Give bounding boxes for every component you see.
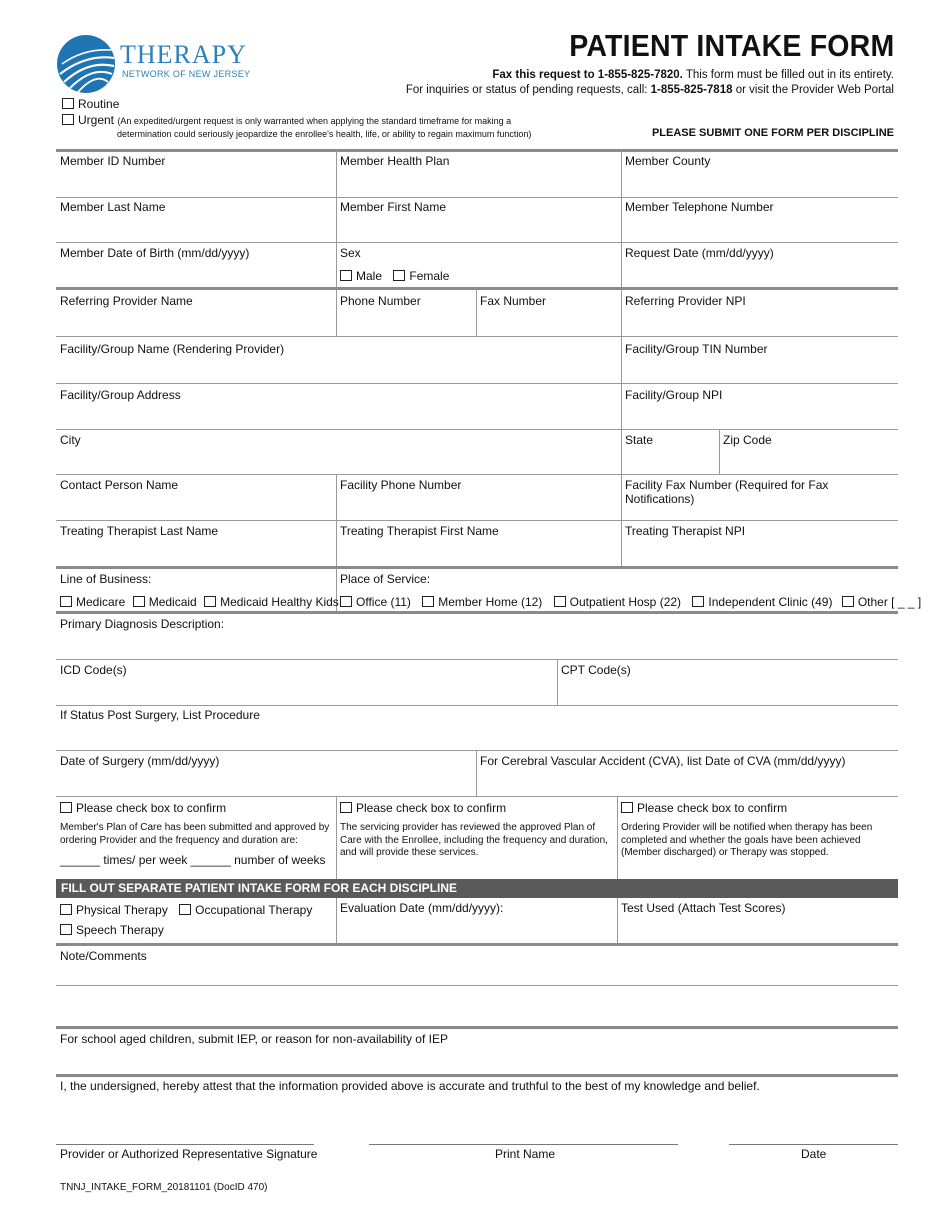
facility-tin-field[interactable] (621, 339, 898, 383)
state-label: State (625, 433, 654, 447)
phone-label: Phone Number (340, 294, 421, 308)
contact-label: Contact Person Name (60, 478, 179, 492)
facility-phone-field[interactable] (336, 475, 621, 520)
surgery-date-field[interactable] (56, 751, 476, 796)
confirm-1-label: Please check box to confirm (76, 801, 227, 815)
rule (56, 1074, 898, 1077)
fax-label: Fax Number (480, 294, 547, 308)
county-field[interactable] (621, 151, 898, 197)
member-home-label: Member Home (12) (438, 595, 543, 609)
dob-field[interactable] (56, 243, 336, 287)
globe-logo-icon (56, 34, 116, 94)
routine-label: Routine (78, 97, 120, 111)
confirm-1-text: Member's Plan of Care has been submitted and approved by ordering Provider and the frequency and duration are: (60, 822, 330, 846)
facility-name-label: Facility/Group Name (Rendering Provider) (60, 342, 285, 356)
phone-field[interactable] (336, 291, 476, 336)
date-label: Date (801, 1147, 827, 1161)
lob-label: Line of Business: (60, 572, 152, 586)
speech-therapy-checkbox[interactable] (60, 924, 72, 935)
confirm-3-text: Ordering Provider will be notified when therapy has been completed and whether the goals have been achieved (Member discharged) or Therapy was stopped. (621, 822, 873, 858)
therapist-last-field[interactable] (56, 521, 336, 566)
fax-field[interactable] (476, 291, 621, 336)
occupational-therapy-label: Occupational Therapy (195, 903, 313, 917)
icd-field[interactable] (56, 660, 557, 705)
confirm-plan-of-care (56, 798, 336, 879)
facility-name-field[interactable] (56, 339, 621, 383)
facility-tin-label: Facility/Group TIN Number (625, 342, 768, 356)
ref-npi-field[interactable] (621, 291, 898, 336)
ref-npi-label: Referring Provider NPI (625, 294, 746, 308)
discipline-band: FILL OUT SEPARATE PATIENT INTAKE FORM FOR EACH DISCIPLINE (56, 879, 898, 898)
confirm-2-checkbox[interactable] (340, 802, 352, 813)
facility-address-field[interactable] (56, 385, 621, 429)
medicare-label: Medicare (76, 595, 126, 609)
fax-instructions (492, 69, 894, 81)
signature-label: Provider or Authorized Representative Signature (60, 1147, 318, 1161)
facility-npi-label: Facility/Group NPI (625, 388, 723, 402)
rule (56, 336, 898, 337)
physical-therapy-label: Physical Therapy (76, 903, 168, 917)
surgery-date-label: Date of Surgery (mm/dd/yyyy) (60, 754, 220, 768)
member-id-field[interactable] (56, 151, 336, 197)
outpatient-label: Outpatient Hosp (22) (569, 595, 682, 609)
confirm-2-label: Please check box to confirm (356, 801, 507, 815)
contact-field[interactable] (56, 475, 336, 520)
dob-label: Member Date of Birth (mm/dd/yyyy) (60, 246, 250, 260)
logo-sub-text: NETWORK OF NEW JERSEY (122, 69, 251, 79)
speech-therapy-label: Speech Therapy (76, 923, 164, 937)
fax-rest-text: This form must be filled out in its entirety. (682, 69, 894, 81)
footer-doc-id: TNNJ_INTAKE_FORM_20181101 (DocID 470) (60, 1182, 268, 1193)
state-field[interactable] (621, 430, 719, 474)
therapist-npi-label: Treating Therapist NPI (625, 524, 746, 538)
sex-field (336, 243, 621, 287)
cpt-label: CPT Code(s) (561, 663, 631, 677)
outpatient-checkbox[interactable] (554, 596, 566, 607)
office-checkbox[interactable] (340, 596, 352, 607)
health-plan-label: Member Health Plan (340, 154, 450, 168)
signature-line[interactable] (56, 1144, 314, 1145)
last-name-field[interactable] (56, 197, 336, 242)
confirm-notification (617, 798, 898, 879)
medicaid-healthy-kids-checkbox[interactable] (204, 596, 216, 607)
member-id-label: Member ID Number (60, 154, 166, 168)
fax-number-text: Fax this request to 1-855-825-7820. (492, 69, 683, 81)
medicaid-checkbox[interactable] (133, 596, 145, 607)
sex-label: Sex (340, 246, 361, 260)
surgery-procedure-label: If Status Post Surgery, List Procedure (60, 708, 260, 722)
last-name-label: Member Last Name (60, 200, 166, 214)
therapist-first-field[interactable] (336, 521, 621, 566)
attestation-text: I, the undersigned, hereby attest that the information provided above is accurate and truthful to the best of my knowledge and belief. (60, 1079, 760, 1093)
confirm-3-label: Please check box to confirm (637, 801, 788, 815)
eval-date-field[interactable] (336, 898, 617, 943)
ref-provider-label: Referring Provider Name (60, 294, 193, 308)
therapist-first-label: Treating Therapist First Name (340, 524, 499, 538)
urgent-label: Urgent (78, 113, 115, 127)
routine-option[interactable] (62, 97, 119, 111)
city-label: City (60, 433, 81, 447)
confirm-provider-review (336, 798, 617, 879)
city-field[interactable] (56, 430, 621, 474)
confirm-1-frequency: ______ times/ per week ______ number of weeks (60, 853, 326, 867)
rule (56, 796, 898, 797)
physical-therapy-checkbox[interactable] (60, 904, 72, 915)
discipline-options (56, 900, 336, 943)
urgent-option[interactable] (62, 113, 511, 128)
facility-npi-field[interactable] (621, 385, 898, 429)
therapist-npi-field[interactable] (621, 521, 898, 566)
county-label: Member County (625, 154, 711, 168)
other-checkbox[interactable] (842, 596, 854, 607)
print-name-line[interactable] (369, 1144, 678, 1145)
zip-label: Zip Code (723, 433, 772, 447)
female-checkbox[interactable] (393, 270, 405, 281)
confirm-2-text: The servicing provider has reviewed the approved Plan of Care with the Enrollee, including the frequency and duration, and will provide these services. (340, 822, 608, 858)
therapist-last-label: Treating Therapist Last Name (60, 524, 219, 538)
rule (56, 383, 898, 384)
print-name-label: Print Name (495, 1147, 556, 1161)
facility-phone-label: Facility Phone Number (340, 478, 462, 492)
first-name-label: Member First Name (340, 200, 447, 214)
notes-label: Note/Comments (60, 949, 147, 963)
health-plan-field[interactable] (336, 151, 621, 197)
telephone-field[interactable] (621, 197, 898, 242)
icd-label: ICD Code(s) (60, 663, 127, 677)
telephone-label: Member Telephone Number (625, 200, 774, 214)
page-title: PATIENT INTAKE FORM (568, 28, 894, 63)
clinic-label: Independent Clinic (49) (708, 595, 833, 609)
urgent-note-1: (An expedited/urgent request is only warranted when applying the standard timeframe for making a (117, 116, 512, 126)
inquiry-pre: For inquiries or status of pending requests, call: (405, 84, 651, 96)
logo-main-text: THERAPY (120, 40, 247, 69)
occupational-therapy-checkbox[interactable] (179, 904, 191, 915)
rule (56, 287, 898, 290)
male-label: Male (356, 269, 383, 283)
eval-date-label: Evaluation Date (mm/dd/yyyy): (340, 901, 504, 915)
request-date-field[interactable] (621, 243, 898, 287)
inquiry-post: or visit the Provider Web Portal (732, 84, 894, 96)
medicaid-healthy-kids-label: Medicaid Healthy Kids (220, 595, 339, 609)
facility-address-label: Facility/Group Address (60, 388, 181, 402)
other-label: Other [ _ _ ] (857, 595, 922, 609)
male-checkbox[interactable] (340, 270, 352, 281)
notes-field[interactable] (56, 946, 898, 1026)
clinic-checkbox[interactable] (692, 596, 704, 607)
test-used-field[interactable] (617, 898, 898, 943)
diagnosis-label: Primary Diagnosis Description: (60, 617, 225, 631)
line-of-business (56, 569, 339, 611)
iep-label: For school aged children, submit IEP, or reason for non-availability of IEP (60, 1032, 448, 1046)
logo (56, 32, 266, 96)
test-used-label: Test Used (Attach Test Scores) (621, 901, 786, 915)
submit-note: PLEASE SUBMIT ONE FORM PER DISCIPLINE (651, 127, 894, 139)
request-date-label: Request Date (mm/dd/yyyy) (625, 246, 774, 260)
cva-date-label: For Cerebral Vascular Accident (CVA), list Date of CVA (mm/dd/yyyy) (480, 754, 846, 768)
cpt-field[interactable] (557, 660, 898, 705)
confirm-1-checkbox[interactable] (60, 802, 72, 813)
member-home-checkbox[interactable] (422, 596, 434, 607)
facility-fax-label: Facility Fax Number (Required for Fax Notifications) (625, 478, 829, 506)
urgent-note-2: determination could seriously jeopardize the enrollee's health, life, or ability to regain maximum function) (117, 129, 532, 139)
office-label: Office (11) (356, 595, 411, 609)
zip-field[interactable] (719, 430, 898, 474)
confirm-3-checkbox[interactable] (621, 802, 633, 813)
inquiry-instructions (406, 84, 894, 96)
routine-checkbox[interactable] (62, 98, 74, 109)
surgery-procedure-field[interactable] (56, 705, 898, 750)
medicare-checkbox[interactable] (60, 596, 72, 607)
inquiry-phone: 1-855-825-7818 (650, 84, 733, 96)
ref-provider-field[interactable] (56, 291, 336, 336)
pos-label: Place of Service: (340, 572, 431, 586)
diagnosis-field[interactable] (56, 614, 898, 659)
cva-date-field[interactable] (476, 751, 898, 796)
urgent-checkbox[interactable] (62, 114, 74, 125)
place-of-service (336, 569, 922, 611)
iep-field[interactable] (56, 1029, 898, 1074)
medicaid-label: Medicaid (148, 595, 197, 609)
female-label: Female (409, 269, 450, 283)
facility-fax-field[interactable] (621, 475, 898, 520)
first-name-field[interactable] (336, 197, 621, 242)
date-line[interactable] (729, 1144, 898, 1145)
